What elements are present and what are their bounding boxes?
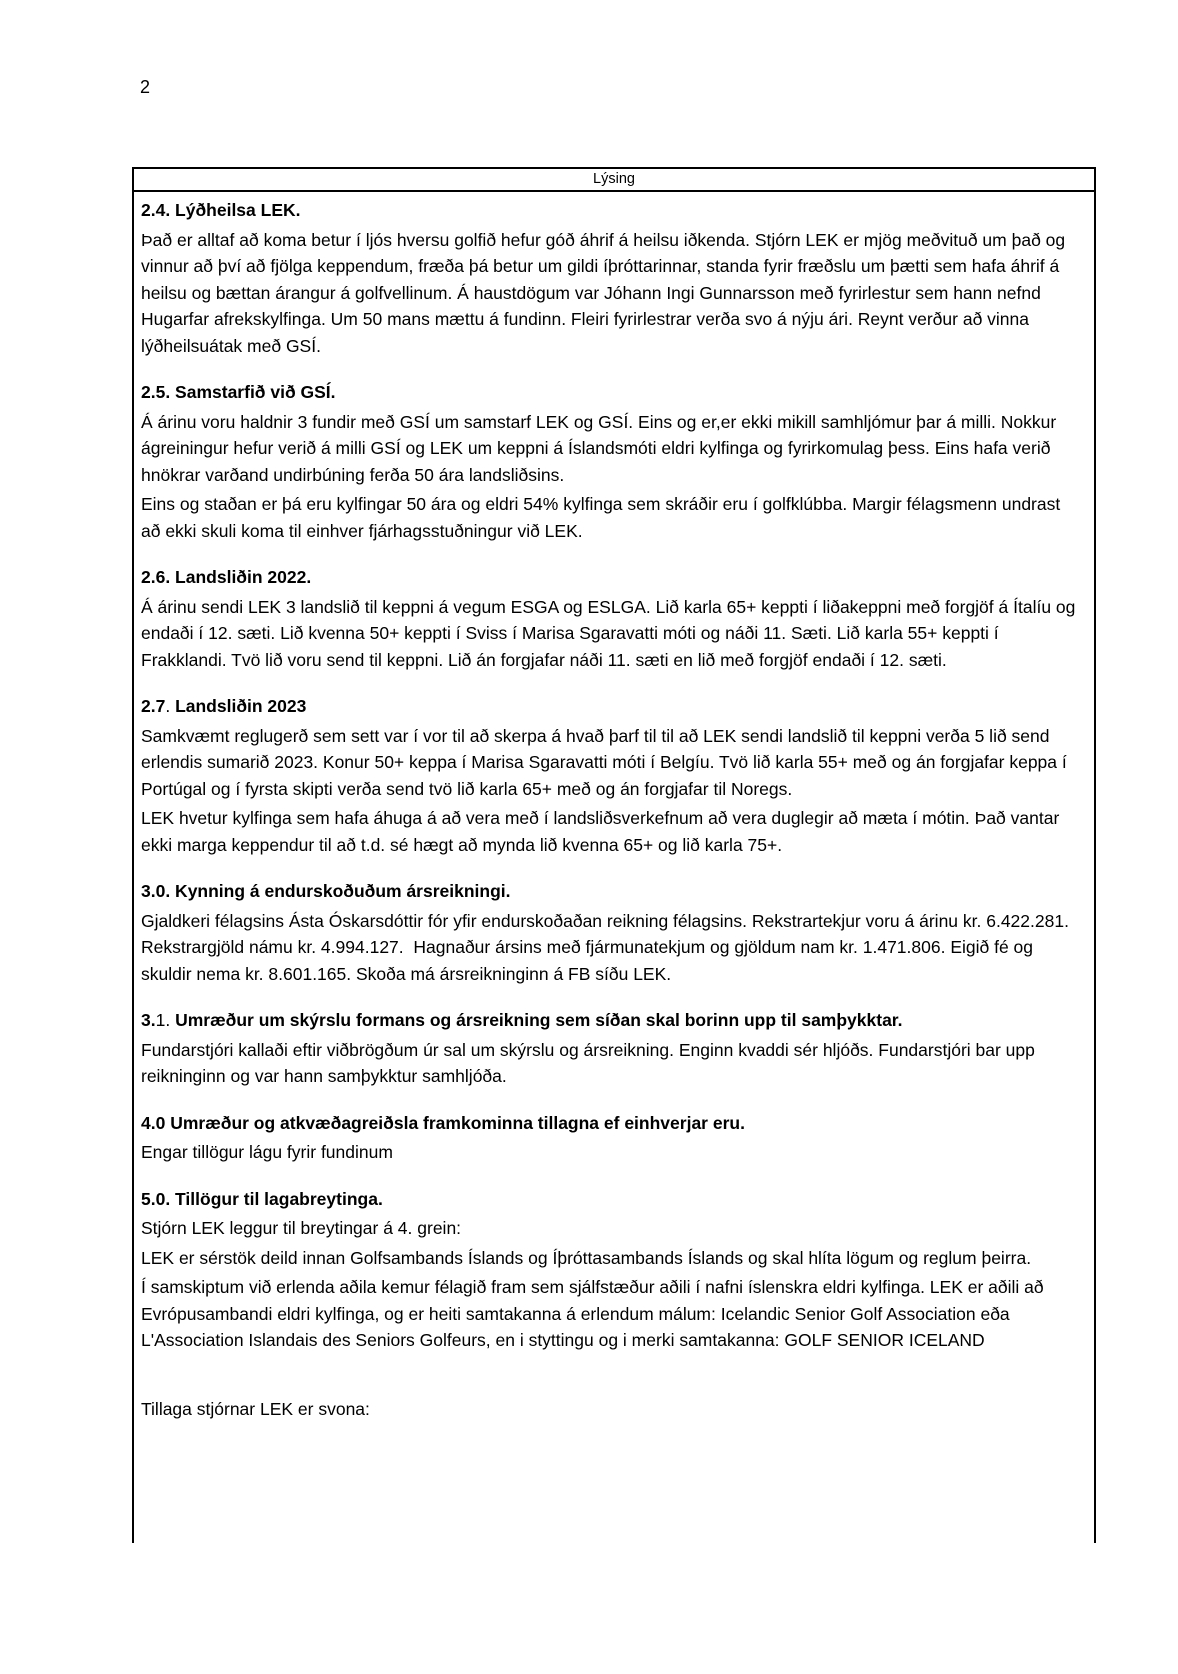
- heading-part: 4.0 Umræður og atkvæðagreiðsla framkominna tillagna ef einhverjar eru.: [141, 1112, 745, 1133]
- heading-part: 2.5. Samstarfið við GSÍ.: [141, 382, 336, 402]
- heading-part: 3.: [141, 1010, 156, 1030]
- section-paragraph: Gjaldkeri félagsins Ásta Óskarsdóttir fór yfir endurskoðaðan reikning félagsins. Rekstrartekjur voru á árinu kr. 6.422.281. Rekstrargjöld námu kr. 4.994.127. Hagnaður ársins með fjármunatekjum og gjöldum nam kr. 1.471.806. Eigið fé og skuldir nema kr. 8.601.165. Skoða má ársreikninginn á FB síðu LEK.: [141, 910, 1074, 984]
- section-heading: [141, 564, 1084, 591]
- section-paragraph: Fundarstjóri kallaði eftir viðbrögðum úr sal um skýrslu og ársreikning. Enginn kvaddi sér hljóðs. Fundarstjóri bar upp reikninginn og var hann samþykktur samhljóða.: [141, 1039, 1040, 1086]
- section-paragraph: Samkvæmt reglugerð sem sett var í vor til að skerpa á hvað þarf til til að LEK sendi landslið til keppni verða 5 lið send erlendis sumarið 2023. Konur 50+ keppa í Marisa Sgaravatti móti í Belgíu. Tvö lið karla 55+ með og án forgjafar keppa í Portúgal og í fyrsta skipti verða send tvö lið karla 65+ með og án forgjafar til Noregs.: [141, 725, 1072, 799]
- heading-part: Landsliðin 2023: [175, 696, 307, 716]
- section-paragraph: LEK er sérstök deild innan Golfsambands Íslands og Íþróttasambands Íslands og skal hlíta lögum og reglum þeirra.: [141, 1247, 1032, 1268]
- page-number: 2: [140, 77, 151, 97]
- section-heading: [141, 1186, 1084, 1213]
- report-section: [141, 1007, 1084, 1090]
- section-heading: [141, 379, 1084, 406]
- heading-part: 3.0. Kynning á endurskoðuðum ársreikningi.: [141, 881, 511, 901]
- section-paragraph: Í samskiptum við erlenda aðila kemur félagið fram sem sjálfstæður aðili í nafni íslenskra eldri kylfinga. LEK er aðili að Evrópusambandi eldri kylfinga, og er heiti samtakanna á erlendum málum: Icelandic Senior Golf Association eða L'Association Islandais des Seniors Golfeurs, en i styttingu og i merki samtakanna: GOLF SENIOR ICELAND: [141, 1277, 1049, 1350]
- report-section: [141, 878, 1084, 987]
- section-heading: [141, 693, 1084, 720]
- heading-part: 5.0. Tillögur til lagabreytinga.: [141, 1188, 383, 1209]
- section-paragraph: Tillaga stjórnar LEK er svona:: [141, 1398, 370, 1419]
- heading-part: 2.7: [141, 696, 166, 716]
- section-paragraph: Eins og staðan er þá eru kylfingar 50 ára og eldri 54% kylfinga sem skráðir eru í golfklúbba. Margir félagsmenn undrast að ekki skuli koma til einhver fjárhagsstuðningur við LEK.: [141, 494, 1066, 541]
- section-paragraph: Á árinu voru haldnir 3 fundir með GSÍ um samstarf LEK og GSÍ. Eins og er,er ekki mikill samhljómur þar á milli. Nokkur ágreiningur hefur verið á milli GSÍ og LEK um keppni á Íslandsmóti eldri kylfinga og fyrirkomulag þess. Eins hafa verið hnökrar varðand undirbúning ferða 50 ára landsliðsins.: [141, 411, 1062, 485]
- heading-part: Umræður um skýrslu formans og ársreikning sem síðan skal borinn upp til samþykktar.: [175, 1010, 903, 1030]
- table-header-cell: Lýsing: [134, 169, 1094, 192]
- section-heading: [141, 878, 1084, 905]
- report-section: [141, 1186, 1084, 1423]
- report-section: [141, 564, 1084, 673]
- table-body-cell: [134, 192, 1094, 1422]
- report-section: [141, 1110, 1084, 1166]
- section-paragraph: Engar tillögur lágu fyrir fundinum: [141, 1142, 393, 1162]
- section-paragraph: Á árinu sendi LEK 3 landslið til keppni á vegum ESGA og ESLGA. Lið karla 65+ keppti í liðakeppni með forgjöf á Ítalíu og endaði í 12. sæti. Lið kvenna 50+ keppti í Sviss í Marisa Sgaravatti móti og náði 11. Sæti. Lið karla 55+ keppti í Frakklandi. Tvö lið voru send til keppni. Lið án forgjafar náði 11. sæti en lið með forgjöf endaði í 12. sæti.: [141, 596, 1081, 670]
- report-section: [141, 379, 1084, 544]
- heading-part: 2.6. Landsliðin 2022.: [141, 567, 312, 587]
- heading-part: 1.: [155, 1010, 176, 1030]
- section-heading: [141, 1007, 1084, 1034]
- section-heading: [141, 197, 1084, 224]
- section-paragraph: Stjórn LEK leggur til breytingar á 4. grein:: [141, 1218, 462, 1238]
- minutes-table: [132, 167, 1096, 1543]
- heading-part: .: [165, 696, 176, 716]
- report-section: [141, 197, 1084, 359]
- section-paragraph: Það er alltaf að koma betur í ljós hversu golfið hefur góð áhrif á heilsu iðkenda. Stjórn LEK er mjög meðvituð um það og vinnur að því að fjölga keppendum, fræða þá betur um gildi íþróttarinnar, standa fyrir fræðslu um þætti sem hafa áhrif á heilsu og bættan árangur á golfvellinum. Á haustdögum var Jóhann Ingi Gunnarsson með fyrirlestur sem hann nefnd Hugarfar afrekskylfinga. Um 50 mans mættu á fundinn. Fleiri fyrirlestrar verða svo á nýju ári. Reynt verður að vinna lýðheilsuátak með GSÍ.: [141, 229, 1071, 356]
- heading-part: 2.4. Lýðheilsa LEK.: [141, 200, 301, 220]
- report-section: [141, 693, 1084, 858]
- section-paragraph: LEK hvetur kylfinga sem hafa áhuga á að vera með í landsliðsverkefnum að vera duglegir að mæta í mótin. Það vantar ekki marga keppendur til að t.d. sé hægt að mynda lið kvenna 65+ og lið karla 75+.: [141, 808, 1065, 855]
- section-heading: [141, 1110, 1084, 1137]
